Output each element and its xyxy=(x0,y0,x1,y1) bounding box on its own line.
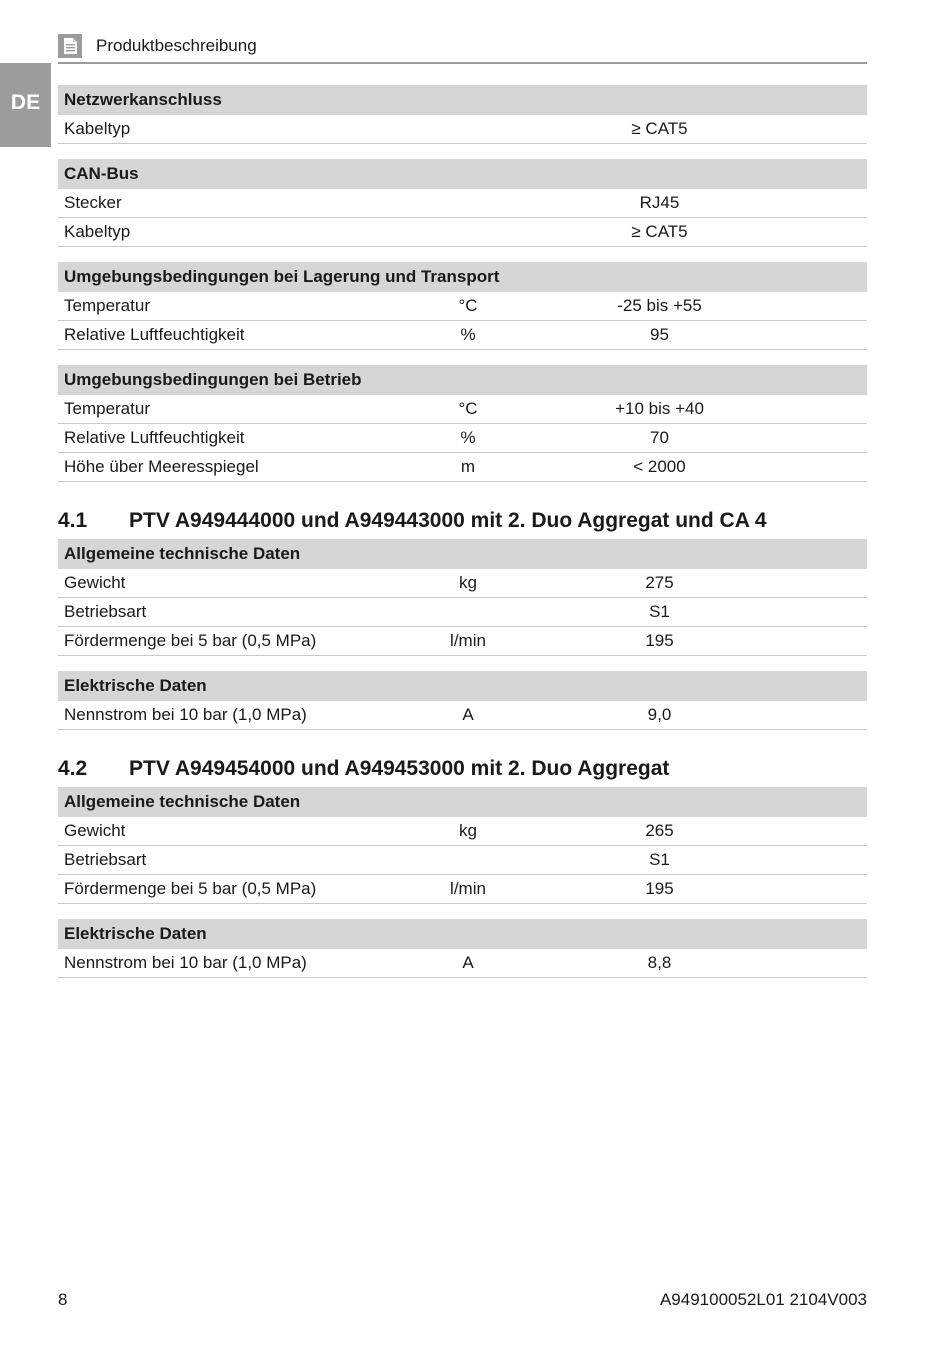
table-row xyxy=(58,321,867,350)
table-row xyxy=(58,189,867,218)
section-4-1-tables xyxy=(58,539,867,730)
row-unit xyxy=(424,846,512,875)
row-label: Relative Luftfeuchtigkeit xyxy=(58,321,424,350)
spec-table xyxy=(58,262,867,350)
table-title: Umgebungsbedingungen bei Lagerung und Transport xyxy=(58,262,867,292)
row-unit: % xyxy=(424,424,512,453)
row-unit: °C xyxy=(424,292,512,321)
spec-table xyxy=(58,159,867,247)
table-title: CAN-Bus xyxy=(58,159,867,189)
spec-table xyxy=(58,919,867,978)
row-value: 95 xyxy=(512,321,867,350)
row-label: Höhe über Meeresspiegel xyxy=(58,453,424,482)
row-value: -25 bis +55 xyxy=(512,292,867,321)
spec-table xyxy=(58,787,867,904)
table-title: Netzwerkanschluss xyxy=(58,85,867,115)
spec-table xyxy=(58,671,867,730)
section-title: PTV A949454000 und A949453000 mit 2. Duo Aggregat xyxy=(129,757,670,780)
row-label: Fördermenge bei 5 bar (0,5 MPa) xyxy=(58,875,424,904)
row-unit: l/min xyxy=(424,875,512,904)
table-row xyxy=(58,875,867,904)
row-label: Stecker xyxy=(58,189,424,218)
row-label: Gewicht xyxy=(58,569,424,598)
section-4-2-tables xyxy=(58,787,867,978)
section-title: PTV A949444000 und A949443000 mit 2. Duo Aggregat und CA 4 xyxy=(129,509,767,532)
row-value: ≥ CAT5 xyxy=(512,218,867,247)
row-value: RJ45 xyxy=(512,189,867,218)
row-label: Gewicht xyxy=(58,817,424,846)
section-number: 4.1 xyxy=(58,509,88,532)
row-label: Relative Luftfeuchtigkeit xyxy=(58,424,424,453)
main-content xyxy=(58,85,867,993)
table-row xyxy=(58,949,867,978)
header-title: Produktbeschreibung xyxy=(96,36,257,55)
row-label: Temperatur xyxy=(58,292,424,321)
row-label: Kabeltyp xyxy=(58,218,424,247)
row-label: Betriebsart xyxy=(58,846,424,875)
table-row xyxy=(58,701,867,730)
table-row xyxy=(58,218,867,247)
spec-table xyxy=(58,365,867,482)
row-value: S1 xyxy=(512,598,867,627)
row-value: 9,0 xyxy=(512,701,867,730)
row-value: < 2000 xyxy=(512,453,867,482)
row-unit xyxy=(424,115,512,144)
spec-table xyxy=(58,539,867,656)
row-value: 8,8 xyxy=(512,949,867,978)
table-row xyxy=(58,453,867,482)
row-unit: A xyxy=(424,949,512,978)
top-spec-tables xyxy=(58,85,867,482)
table-row xyxy=(58,627,867,656)
page-header xyxy=(58,34,867,64)
table-row xyxy=(58,817,867,846)
page-number: 8 xyxy=(58,1290,68,1309)
row-unit: kg xyxy=(424,569,512,598)
row-value: ≥ CAT5 xyxy=(512,115,867,144)
row-unit: A xyxy=(424,701,512,730)
row-unit: °C xyxy=(424,395,512,424)
row-value: S1 xyxy=(512,846,867,875)
spec-table xyxy=(58,85,867,144)
table-row xyxy=(58,598,867,627)
row-unit: m xyxy=(424,453,512,482)
table-row xyxy=(58,424,867,453)
row-label: Nennstrom bei 10 bar (1,0 MPa) xyxy=(58,949,424,978)
table-row xyxy=(58,395,867,424)
table-title: Umgebungsbedingungen bei Betrieb xyxy=(58,365,867,395)
row-unit xyxy=(424,218,512,247)
row-value: 195 xyxy=(512,627,867,656)
row-label: Nennstrom bei 10 bar (1,0 MPa) xyxy=(58,701,424,730)
section-number: 4.2 xyxy=(58,757,88,780)
table-title: Elektrische Daten xyxy=(58,671,867,701)
row-value: 275 xyxy=(512,569,867,598)
language-tab: DE xyxy=(0,63,51,147)
row-value: 70 xyxy=(512,424,867,453)
row-unit xyxy=(424,598,512,627)
document-id: A949100052L01 2104V003 xyxy=(659,1290,867,1309)
table-row xyxy=(58,846,867,875)
section-heading-4-2 xyxy=(58,757,867,783)
table-title: Elektrische Daten xyxy=(58,919,867,949)
row-unit xyxy=(424,189,512,218)
row-label: Temperatur xyxy=(58,395,424,424)
row-value: +10 bis +40 xyxy=(512,395,867,424)
row-unit: % xyxy=(424,321,512,350)
row-label: Fördermenge bei 5 bar (0,5 MPa) xyxy=(58,627,424,656)
document-icon xyxy=(58,34,82,58)
table-row xyxy=(58,292,867,321)
table-title: Allgemeine technische Daten xyxy=(58,787,867,817)
row-unit: kg xyxy=(424,817,512,846)
row-value: 195 xyxy=(512,875,867,904)
table-row xyxy=(58,115,867,144)
row-label: Kabeltyp xyxy=(58,115,424,144)
section-heading-4-1 xyxy=(58,509,867,535)
row-label: Betriebsart xyxy=(58,598,424,627)
table-row xyxy=(58,569,867,598)
table-title: Allgemeine technische Daten xyxy=(58,539,867,569)
row-value: 265 xyxy=(512,817,867,846)
row-unit: l/min xyxy=(424,627,512,656)
